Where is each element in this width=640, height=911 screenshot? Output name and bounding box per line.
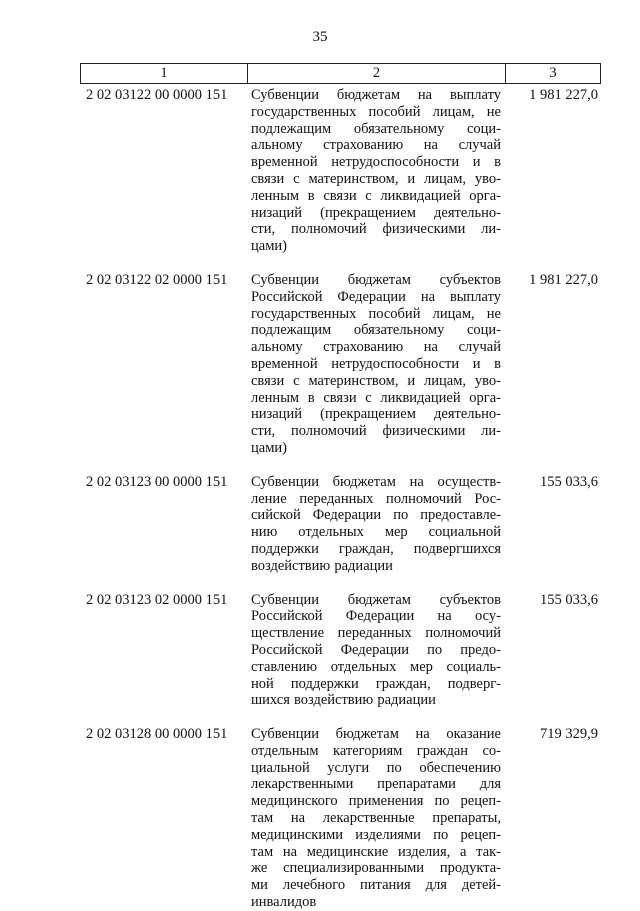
revenue-name-line: поддержки граждан, подвергшихся bbox=[251, 540, 501, 557]
table-row bbox=[80, 272, 601, 457]
row-spacer bbox=[80, 457, 601, 474]
budget-code: 2 02 03123 00 0000 151 bbox=[86, 473, 228, 490]
column-header-2: 2 bbox=[248, 64, 506, 83]
budget-table bbox=[80, 63, 601, 911]
column-header-1: 1 bbox=[81, 64, 248, 83]
budget-code: 2 02 03128 00 0000 151 bbox=[86, 726, 228, 743]
revenue-name-line: Российской Федерации на выплату bbox=[251, 288, 501, 305]
revenue-name-line: Российской Федерации по предо- bbox=[251, 641, 501, 658]
revenue-name-line: лекарственными препаратами для bbox=[251, 776, 501, 793]
revenue-name-line: там на медицинские изделия, а так- bbox=[251, 843, 501, 860]
revenue-name-line: Субвенции бюджетам на оказание bbox=[251, 726, 501, 743]
revenue-name bbox=[251, 726, 501, 911]
revenue-name-line: подлежащим обязательному соци- bbox=[251, 322, 501, 339]
revenue-name-line: медицинскими изделиями по рецеп- bbox=[251, 826, 501, 843]
amount: 155 033,6 bbox=[540, 591, 598, 608]
revenue-name-line: там на лекарственные препараты, bbox=[251, 810, 501, 827]
revenue-name-line: ной поддержки граждан, подверг- bbox=[251, 675, 501, 692]
revenue-name bbox=[251, 87, 501, 255]
revenue-name-line: временной нетрудоспособности и в bbox=[251, 355, 501, 372]
table-row bbox=[80, 87, 601, 255]
row-spacer bbox=[80, 255, 601, 272]
revenue-name-line: Субвенции бюджетам субъектов bbox=[251, 271, 501, 288]
amount: 155 033,6 bbox=[540, 473, 598, 490]
row-spacer bbox=[80, 709, 601, 726]
revenue-name-line: связи с материнством, и лицам, уво- bbox=[251, 372, 501, 389]
revenue-name-line: же специализированными продукта- bbox=[251, 860, 501, 877]
page-number: 35 bbox=[312, 29, 328, 45]
revenue-name-line: связи с материнством, и лицам, уво- bbox=[251, 170, 501, 187]
column-header-3: 3 bbox=[549, 65, 557, 81]
table-body bbox=[80, 84, 601, 911]
revenue-name bbox=[251, 592, 501, 710]
revenue-name-line: ми лечебного питания для детей- bbox=[251, 877, 501, 894]
budget-code: 2 02 03122 02 0000 151 bbox=[86, 271, 228, 288]
revenue-name-line: государственных пособий лицам, не bbox=[251, 103, 501, 120]
revenue-name-line: ленным в связи с ликвидацией орга- bbox=[251, 187, 501, 204]
revenue-name-line: отдельным категориям граждан со- bbox=[251, 742, 501, 759]
table-row bbox=[80, 726, 601, 911]
amount: 1 981 227,0 bbox=[529, 87, 598, 103]
revenue-name-line: нию отдельных мер социальной bbox=[251, 524, 501, 541]
table-row bbox=[80, 592, 601, 710]
revenue-name-line: ленным в связи с ликвидацией орга- bbox=[251, 389, 501, 406]
table-header-row bbox=[80, 63, 601, 84]
revenue-name-line: воздействию радиации bbox=[251, 557, 393, 574]
amount: 719 329,9 bbox=[540, 726, 598, 743]
amount: 1 981 227,0 bbox=[529, 271, 598, 288]
revenue-name-line: подлежащим обязательному соци- bbox=[251, 120, 501, 137]
revenue-name-line: шихся воздействию радиации bbox=[251, 692, 436, 709]
revenue-name-line: низаций (прекращением деятельно- bbox=[251, 204, 501, 221]
revenue-name-line: Субвенции бюджетам субъектов bbox=[251, 591, 501, 608]
revenue-name-line: ставлению отдельных мер социаль- bbox=[251, 658, 501, 675]
revenue-name-line: ление переданных полномочий Рос- bbox=[251, 490, 501, 507]
table-row bbox=[80, 474, 601, 575]
revenue-name bbox=[251, 474, 501, 575]
revenue-name-line: циальной услуги по обеспечению bbox=[251, 759, 501, 776]
revenue-name-line: цами) bbox=[251, 238, 287, 255]
budget-code: 2 02 03122 00 0000 151 bbox=[86, 87, 228, 103]
revenue-name-line: государственных пособий лицам, не bbox=[251, 305, 501, 322]
revenue-name-line: ществление переданных полномочий bbox=[251, 625, 501, 642]
revenue-name-line: инвалидов bbox=[251, 894, 317, 911]
revenue-name-line: низаций (прекращением деятельно- bbox=[251, 406, 501, 423]
revenue-name-line: Российской Федерации на осу- bbox=[251, 608, 501, 625]
row-spacer bbox=[80, 575, 601, 592]
budget-code: 2 02 03123 02 0000 151 bbox=[86, 591, 228, 608]
revenue-name-line: временной нетрудоспособности и в bbox=[251, 154, 501, 171]
revenue-name-line: медицинского применения по рецеп- bbox=[251, 793, 501, 810]
revenue-name-line: Субвенции бюджетам на осуществ- bbox=[251, 473, 501, 490]
revenue-name-line: цами) bbox=[251, 439, 287, 456]
revenue-name-line: Субвенции бюджетам на выплату bbox=[251, 87, 501, 103]
revenue-name-line: сийской Федерации по предоставле- bbox=[251, 507, 501, 524]
revenue-name bbox=[251, 272, 501, 457]
revenue-name-line: сти, полномочий физическими ли- bbox=[251, 423, 501, 440]
revenue-name-line: сти, полномочий физическими ли- bbox=[251, 221, 501, 238]
revenue-name-line: альному страхованию на случай bbox=[251, 339, 501, 356]
revenue-name-line: альному страхованию на случай bbox=[251, 137, 501, 154]
